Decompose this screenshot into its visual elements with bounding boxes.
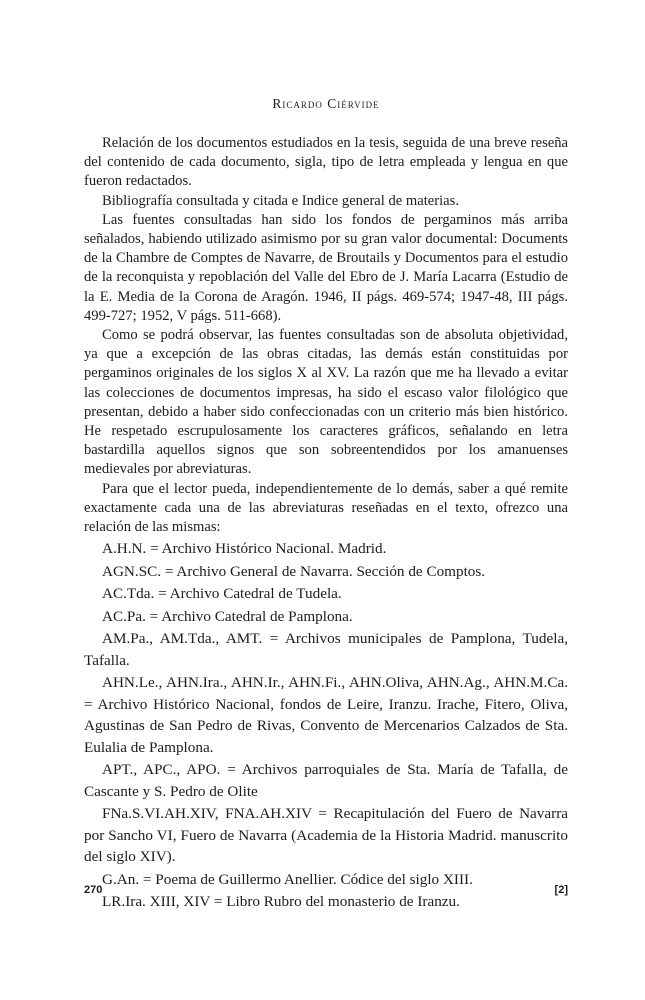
abbreviation-item: AC.Pa. = Archivo Catedral de Pamplona. <box>102 607 353 625</box>
abbreviation-item: A.H.N. = Archivo Histórico Nacional. Madrid. <box>102 540 387 558</box>
abbreviation-item: AGN.SC. = Archivo General de Navarra. Sección de Comptos. <box>102 562 486 580</box>
running-title: Ricardo Ciérvide <box>272 96 380 111</box>
paragraph-documents-list: Relación de los documentos estudiados en la tesis, seguida de una breve reseña del contenido de cada documento, sigla, tipo de letra empleada y lengua en que fueron redactados. <box>84 135 568 190</box>
paragraph-bibliography: Bibliografía consultada y citada e Indice general de materias. <box>102 192 459 209</box>
abbreviation-item: LR.Ira. XIII, XIV = Libro Rubro del monasterio de Iranzu. <box>102 893 460 911</box>
page-footer <box>84 884 568 896</box>
abbreviation-item: G.An. = Poema de Guillermo Anellier. Códice del siglo XIII. <box>102 870 473 888</box>
sheet-reference: [2] <box>554 884 568 896</box>
page-body <box>84 96 568 913</box>
abbreviation-item: AM.Pa., AM.Tda., AMT. = Archivos municipales de Pamplona, Tudela, Tafalla. <box>84 630 568 669</box>
abbreviation-item: AHN.Le., AHN.Ira., AHN.Ir., AHN.Fi., AHN.Oliva, AHN.Ag., AHN.M.Ca. = Archivo Histórico Nacional, fondos de Leire, Iranzu. Irache, Fitero, Oliva, Agustinas de San Pedro de Rivas, Convento de Mercenarios Calzados de Sta. Eulalia de Pamplona. <box>84 674 568 756</box>
paragraph-sources: Las fuentes consultadas han sido los fondos de pergaminos más arriba señalados, habiendo utilizado asimismo por su gran valor documental: Documents de la Chambre de Comptes de Navarre, de Broutails y Documentos para el estudio de la reconquista y repoblación del Valle del Ebro de J. María Lacarra (Estudio de la E. Media de la Corona de Aragón. 1946, II págs. 469-574; 1947-48, III págs. 499-727; 1952, V págs. 511-668). <box>84 211 568 324</box>
page-number: 270 <box>84 884 103 896</box>
paragraph-abbreviations-intro: Para que el lector pueda, independientemente de lo demás, saber a qué remite exactamente cada una de las abreviaturas reseñadas en el texto, ofrezco una relación de las mismas: <box>84 480 568 536</box>
abbreviation-item: APT., APC., APO. = Archivos parroquiales de Sta. María de Tafalla, de Cascante y S. Pedro de Olite <box>84 761 568 800</box>
abbreviation-item: FNa.S.VI.AH.XIV, FNA.AH.XIV = Recapitulación del Fuero de Navarra por Sancho VI, Fuero de Navarra (Academia de la Historia Madrid. manuscrito del siglo XIV). <box>84 805 568 866</box>
abbreviation-item: AC.Tda. = Archivo Catedral de Tudela. <box>102 585 342 603</box>
paragraph-objectivity: Como se podrá observar, las fuentes consultadas son de absoluta objetividad, ya que a excepción de las obras citadas, las demás están constituidas por pergaminos originales de los siglos X al XV. La razón que me ha llevado a evitar las colecciones de documentos impresas, ha sido el escaso valor filológico que presentan, debido a haber sido confeccionadas con un criterio más bien histórico. He respetado escrupulosamente los caracteres gráficos, señalando en letra bastardilla aquellos signos que son sobreentendidos por los amanuenses medievales por abreviaturas. <box>84 327 568 478</box>
